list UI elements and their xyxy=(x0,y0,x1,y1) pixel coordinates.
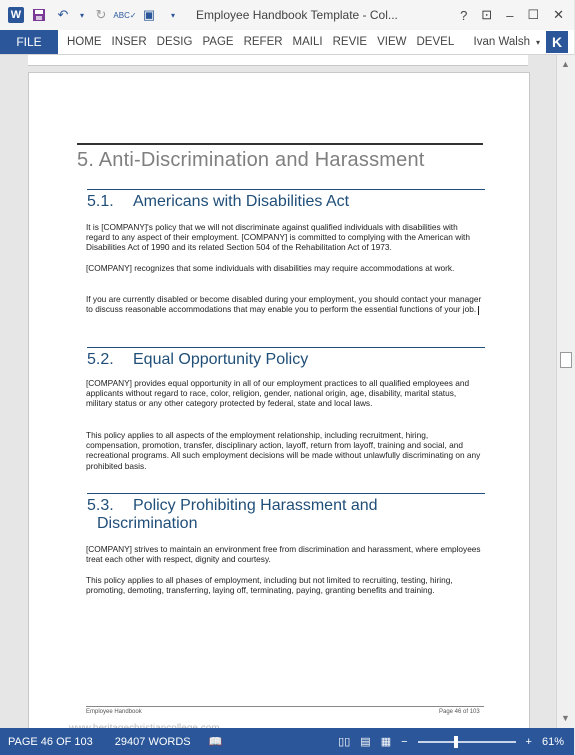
heading-section-5-2 xyxy=(87,347,485,369)
page-count[interactable]: PAGE 46 OF 103 xyxy=(8,735,93,748)
ribbon-display-options-icon[interactable]: ⊡ xyxy=(481,7,493,22)
format-painter-icon[interactable]: ▣ xyxy=(142,7,156,22)
print-layout-icon[interactable]: ▤ xyxy=(360,736,371,748)
vertical-scrollbar[interactable] xyxy=(556,55,575,728)
tab-review[interactable]: REVIE xyxy=(332,36,368,48)
tab-references[interactable]: REFER xyxy=(243,36,283,48)
heading-section-5-1 xyxy=(87,189,485,211)
read-mode-icon[interactable]: ▯▯ xyxy=(338,736,351,748)
footer-divider xyxy=(86,706,484,707)
scrollbar-thumb[interactable] xyxy=(560,352,572,368)
zoom-level[interactable]: 61% xyxy=(541,735,564,748)
quick-access-customize-icon[interactable]: ▾ xyxy=(170,10,175,20)
word-app-icon[interactable]: W xyxy=(8,7,24,23)
title-bar xyxy=(0,0,574,31)
section-number: 5.3. xyxy=(87,497,114,514)
chevron-down-icon: ▾ xyxy=(535,37,540,47)
tab-page-layout[interactable]: PAGE xyxy=(202,36,234,48)
tab-home[interactable]: HOME xyxy=(67,36,102,48)
section-title-continued: Discrimination xyxy=(97,515,198,532)
paragraph xyxy=(86,294,482,315)
document-page[interactable] xyxy=(28,72,530,739)
maximize-icon[interactable]: ☐ xyxy=(527,7,540,22)
text-cursor xyxy=(478,306,479,315)
section-title: Policy Prohibiting Harassment and xyxy=(133,497,378,514)
tab-design[interactable]: DESIG xyxy=(156,36,193,48)
scroll-down-icon[interactable]: ▼ xyxy=(561,713,570,723)
tab-view[interactable]: VIEW xyxy=(377,36,407,48)
status-bar xyxy=(0,728,574,755)
footer-left: Employee Handbook xyxy=(86,709,142,715)
paragraph: [COMPANY] provides equal opportunity in all of our employment practices to all qualified employees and applicants without regard to race, color, religion, gender, national origin, age, disability, marital status, military status or any other category protected by federal, state and local laws. xyxy=(86,378,470,409)
heading-anti-discrimination: 5. Anti-Discrimination and Harassment xyxy=(77,143,483,172)
paragraph: [COMPANY] recognizes that some individuals with disabilities may require accommodations at work. xyxy=(86,263,455,273)
paragraph-text: If you are currently disabled or become disabled during your employment, you should contact your manager to discuss reasonable accommodations that may enable you to perform the essential functions of your job. xyxy=(86,294,482,315)
user-name: Ivan Walsh xyxy=(473,36,530,48)
zoom-in-button[interactable]: + xyxy=(525,735,532,748)
undo-icon[interactable]: ↶ xyxy=(57,7,69,22)
section-number: 5.1. xyxy=(87,193,114,210)
section-title: Americans with Disabilities Act xyxy=(133,193,350,210)
section-number: 5.2. xyxy=(87,351,114,368)
web-layout-icon[interactable]: ▦ xyxy=(380,736,392,748)
scroll-up-icon[interactable]: ▲ xyxy=(561,59,570,69)
close-button[interactable]: ✕ xyxy=(553,7,564,22)
zoom-slider[interactable] xyxy=(418,741,516,743)
save-icon[interactable] xyxy=(30,6,48,24)
proofing-icon[interactable]: 📖 xyxy=(208,736,223,748)
spelling-check-icon[interactable]: ABC✓ xyxy=(113,10,137,20)
footer-page-number: Page 46 of 103 xyxy=(439,709,480,715)
tab-mailings[interactable]: MAILI xyxy=(292,36,323,48)
tab-developer[interactable]: DEVEL xyxy=(416,36,455,48)
redo-icon[interactable]: ↻ xyxy=(95,7,107,22)
avatar: K xyxy=(546,31,568,53)
paragraph: This policy applies to all phases of employment, including but not limited to recruiting, testing, hiring, promoting, demoting, transferring, laying off, terminating, paying, granting benefits and training. xyxy=(86,575,453,596)
window-title: Employee Handbook Template - Col... xyxy=(196,8,398,22)
section-title: Equal Opportunity Policy xyxy=(133,351,309,368)
paragraph: [COMPANY] strives to maintain an environment free from discrimination and harassment, where employees treat each other with respect, dignity and courtesy. xyxy=(86,544,481,565)
zoom-out-button[interactable]: − xyxy=(401,735,408,748)
tab-file[interactable]: FILE xyxy=(0,30,58,54)
paragraph: This policy applies to all aspects of the employment relationship, including recruitment, hiring, compensation, promotion, transfer, disciplinary action, layoff, return from layoff, training and social, and recreational programs. All such employment decisions will be made without unlawfully discriminating on any prohibited basis. xyxy=(86,430,481,471)
zoom-slider-knob[interactable] xyxy=(454,736,458,748)
tab-insert[interactable]: INSER xyxy=(111,36,147,48)
undo-dropdown-icon[interactable]: ▾ xyxy=(79,10,84,20)
paragraph: It is [COMPANY]'s policy that we will not discriminate against qualified individuals with disabilities with regard to any aspect of their employment. [COMPANY] is committed to complying with the American with Disabilities Act of 1990 and its related Section 504 of the Rehabilitation Act of 1973. xyxy=(86,222,470,253)
word-count[interactable]: 29407 WORDS xyxy=(114,735,191,748)
ribbon-tabs xyxy=(0,30,574,55)
document-area[interactable] xyxy=(0,55,556,728)
previous-page-edge xyxy=(28,55,528,66)
help-button[interactable]: ? xyxy=(460,7,468,23)
minimize-button[interactable]: – xyxy=(506,7,514,23)
user-account[interactable] xyxy=(474,31,568,53)
heading-section-5-3 xyxy=(87,493,485,533)
